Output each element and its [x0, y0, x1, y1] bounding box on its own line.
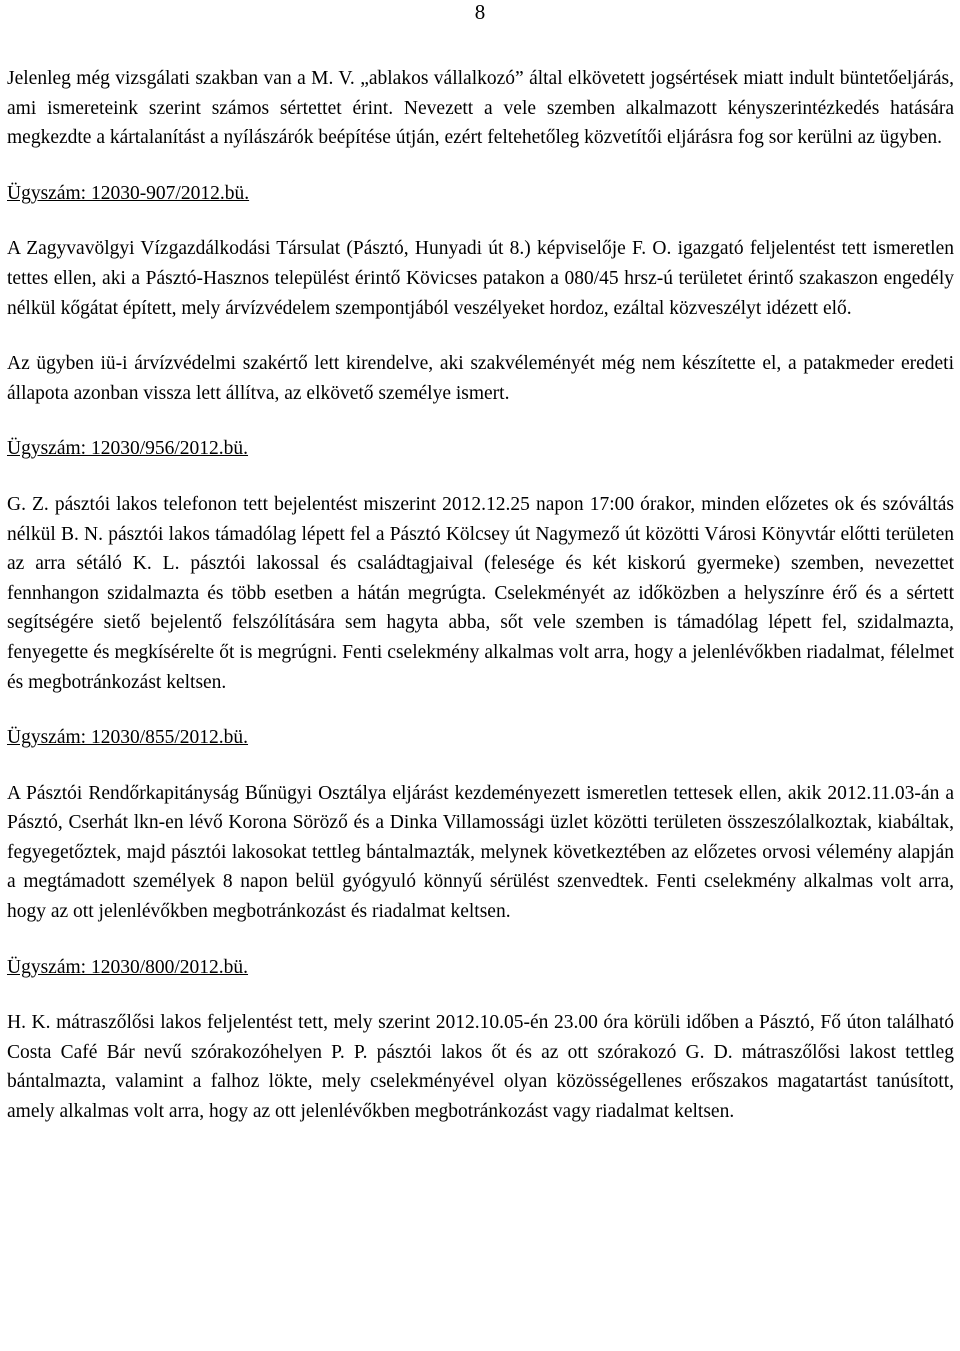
- case-4-paragraph-1: H. K. mátraszőlősi lakos feljelentést tett, mely szerint 2012.10.05-én 23.00 óra körüli időben a Pásztó, Fő úton található Costa Café Bár nevű szórakozóhelyen P. P. pásztói lakos őt és az ott szórakozó G. D. mátraszőlősi lakost tettleg bántalmazta, valamint a falhoz lökte, mely cselekményével olyan közösségellenes erőszakos magatartást tanúsított, amely alkalmas volt arra, hogy az ott jelenlévőkben megbotránkozást vagy riadalmat keltsen.: [7, 1012, 954, 1123]
- spacer: [7, 323, 954, 349]
- case-2-paragraph-1: G. Z. pásztói lakos telefonon tett bejelentést miszerint 2012.12.25 napon 17:00 órakor, minden előzetes ok és szóváltás nélkül B. N. pásztói lakos támadólag lépett fel a Pásztó Kölcsey út Nagymező út közötti Városi Könyvtár előtti területen az arra sétáló K. L. pásztói lakossal és családtagjaival (felesége és két kiskorú gyermeke) szemben, nevezettet fennhangon szidalmazta és több esetben a hátán megrúgta. Cselekményét az időközben a helyszínre érő és a sértett segítségére siető bejelentő felszólítására sem hagyta abba, sőt vele szemben is támadólag lépett fel, szidalmazta, fenyegette és megkísérelte őt is megrúgni. Fenti cselekmény alkalmas volt arra, hogy a jelenlévőkben riadalmat, félelmet és megbotránkozást keltsen.: [7, 493, 954, 693]
- spacer: [7, 208, 954, 234]
- case-number-2: Ügyszám: 12030/956/2012.bü.: [7, 438, 249, 460]
- case-number-1: Ügyszám: 12030-907/2012.bü.: [7, 182, 250, 204]
- case-1-paragraph-1: A Zagyvavölgyi Vízgazdálkodási Társulat (Pásztó, Hunyadi út 8.) képviselője F. O. igazgató feljelentést tett ismeretlen tettes ellen, aki a Pásztó-Hasznos települést érintő Kövicses patakon a 080/45 hrsz-ú területet érintő szakaszon engedély nélkül kőgátat épített, mely árvízvédelem szempontjából veszélyeket hordoz, ezáltal közveszélyt idézett elő.: [7, 238, 954, 319]
- case-number-3: Ügyszám: 12030/855/2012.bü.: [7, 727, 249, 749]
- document-body: [7, 64, 954, 1127]
- spacer: [7, 408, 954, 434]
- intro-paragraph: Jelenleg még vizsgálati szakban van a M. V. „ablakos vállalkozó” által elkövetett jogsértések miatt indult büntetőeljárás, ami ismereteink szerint számos sértettet érint. Nevezett a vele szemben alkalmazott kényszerintézkedés hatására megkezdte a kártalanítást a nyílászárók beépítése útján, ezért feltehetőleg közvetítői eljárásra fog sor kerülni az ügyben.: [7, 68, 954, 149]
- spacer: [7, 753, 954, 779]
- case-number-4: Ügyszám: 12030/800/2012.bü.: [7, 956, 249, 978]
- case-1-paragraph-2: Az ügyben iü-i árvízvédelmi szakértő lett kirendelve, aki szakvéleményét még nem készítette el, a patakmeder eredeti állapota azonban vissza lett állítva, az elkövető személye ismert.: [7, 353, 954, 404]
- spacer: [7, 464, 954, 490]
- spacer: [7, 153, 954, 179]
- spacer: [7, 927, 954, 953]
- spacer: [7, 697, 954, 723]
- spacer: [7, 982, 954, 1008]
- page-number: 8: [474, 0, 486, 24]
- case-3-paragraph-1: A Pásztói Rendőrkapitányság Bűnügyi Osztálya eljárást kezdeményezett ismeretlen tettesek ellen, akik 2012.11.03-án a Pásztó, Cserhát lkn-en lévő Korona Söröző és a Dinka Villamossági üzlet közötti területen összeszólalkoztak, kiabáltak, fegyegetőztek, majd pásztói lakosokat tettleg bántalmazták, melynek következtében az előzetes orvosi vélemény alapján a megtámadott személyek 8 napon belül gyógyuló könnyű sérülést szenvedtek. Fenti cselekmény alkalmas volt arra, hogy az ott jelenlévőkben megbotránkozást és riadalmat keltsen.: [7, 782, 954, 923]
